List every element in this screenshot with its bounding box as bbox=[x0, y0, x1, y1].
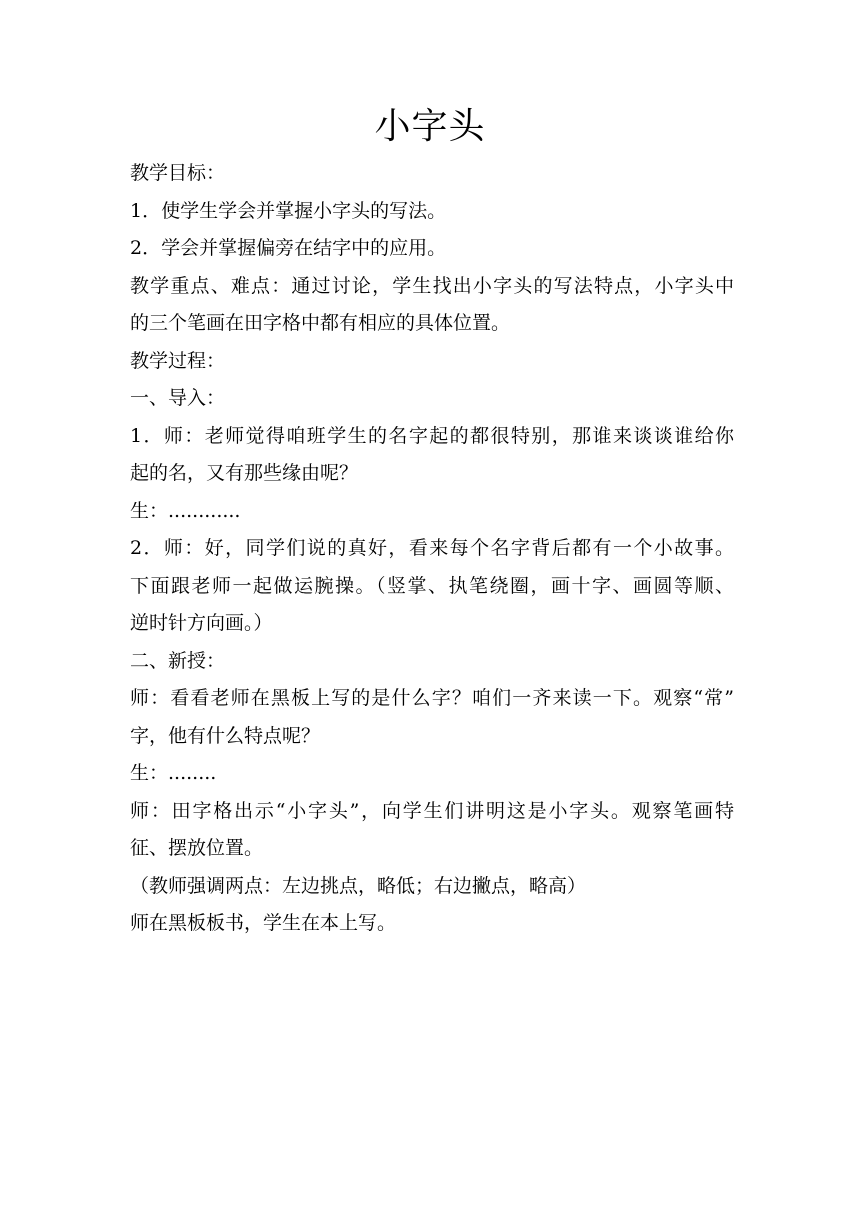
paragraph-line: 2．师：好，同学们说的真好，看来每个名字背后都有一个小故事。 bbox=[130, 537, 734, 559]
paragraph-line: 一、导入： bbox=[130, 387, 226, 409]
paragraph-line: （教师强调两点：左边挑点，略低；右边撇点，略高） bbox=[130, 874, 587, 897]
paragraph-line: 字，他有什么特点呢？ bbox=[130, 724, 321, 747]
paragraph-line: 教学过程： bbox=[130, 349, 226, 372]
paragraph-line: 师在黑板板书，学生在本上写。 bbox=[130, 912, 397, 934]
paragraph-line: 征、摆放位置。 bbox=[130, 837, 264, 859]
paragraph-line: 逆时针方向画。） bbox=[130, 612, 273, 634]
paragraph-line: 2．学会并掌握偏旁在结字中的应用。 bbox=[130, 237, 447, 259]
paragraph-line: 1．使学生学会并掌握小字头的写法。 bbox=[130, 199, 447, 222]
document-body bbox=[130, 155, 734, 943]
document-title: 小字头 bbox=[374, 106, 486, 147]
paragraph-line: 教学重点、难点：通过讨论，学生找出小字头的写法特点，小字头中 bbox=[130, 274, 734, 297]
paragraph-line: 生：........ bbox=[130, 762, 217, 784]
paragraph-line: 师：看看老师在黑板上写的是什么字？咱们一齐来读一下。观察“常” bbox=[130, 687, 734, 709]
paragraph-line: 二、新授： bbox=[130, 649, 226, 672]
paragraph-line: 1．师：老师觉得咱班学生的名字起的都很特别，那谁来谈谈谁给你 bbox=[130, 424, 734, 447]
paragraph-line: 起的名，又有那些缘由呢？ bbox=[130, 462, 359, 484]
paragraph-line: 下面跟老师一起做运腕操。（竖掌、执笔绕圈，画十字、画圆等顺、 bbox=[130, 574, 734, 597]
paragraph-line: 师：田字格出示“小字头”，向学生们讲明这是小字头。观察笔画特 bbox=[130, 799, 734, 822]
paragraph-line: 教学目标： bbox=[130, 162, 226, 184]
paragraph-line: 生：............ bbox=[130, 499, 241, 522]
paragraph-line: 的三个笔画在田字格中都有相应的具体位置。 bbox=[130, 312, 511, 334]
